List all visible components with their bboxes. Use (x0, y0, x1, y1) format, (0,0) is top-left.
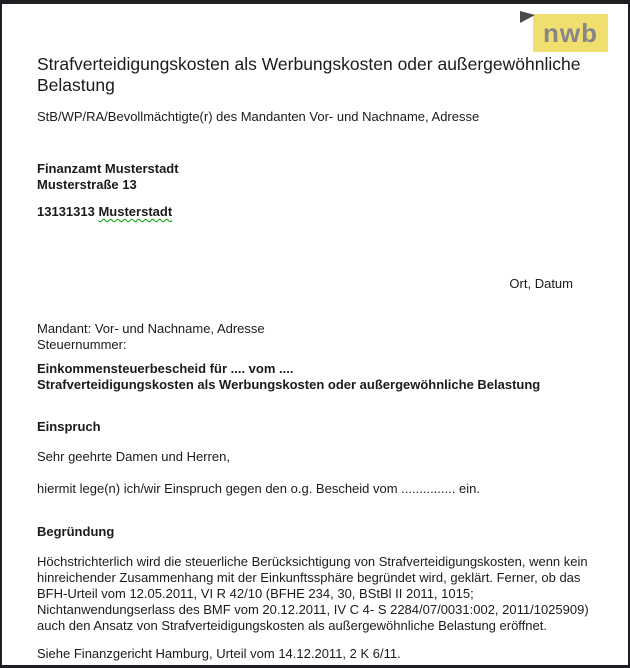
recipient-address (37, 161, 593, 220)
heading-objection: Einspruch (37, 419, 101, 434)
document-title: Strafverteidigungskosten als Werbungskosten oder außergewöhnliche Belastung (37, 54, 581, 95)
nwb-logo (533, 14, 608, 52)
subject-line-1: Einkommensteuerbescheid für .... vom .... (37, 361, 294, 376)
subject-block (37, 361, 593, 393)
sender-line: StB/WP/RA/Bevollmächtigte(r) des Mandanten Vor- und Nachname, Adresse (37, 109, 480, 124)
letter-content (2, 54, 628, 662)
address-gap (37, 193, 593, 204)
recipient-city: Musterstadt (98, 204, 173, 219)
client-line: Mandant: Vor- und Nachname, Adresse (37, 321, 265, 336)
logo-text: nwb (543, 18, 598, 48)
heading-reason: Begründung (37, 524, 115, 539)
salutation: Sehr geehrte Damen und Herren, (37, 449, 230, 464)
client-block (37, 321, 593, 353)
recipient-zip: 13131313 (37, 204, 95, 219)
logo-arrow-icon (520, 11, 535, 23)
recipient-street: Musterstraße 13 (37, 177, 137, 192)
tax-number-line: Steuernummer: (37, 337, 127, 352)
reference-line: Siehe Finanzgericht Hamburg, Urteil vom 14.12.2011, 2 K 6/11. (37, 646, 401, 661)
reason-paragraph: Höchstrichterlich wird die steuerliche Berücksichtigung von Strafverteidigungskosten, wenn kein hinreichender Zusammenhang mit der Einkunftssphäre begründet wird, geklärt. Ferner, ob das BFH-Urteil vom 12.05.2011, VI R 42/10 (BFHE 234, 30, BStBl II 2011, 1015; Nichtanwendungserlass des BMF vom 20.12.2011, IV C 4- S 2284/07/0031:002, 2011/1025909) auch den Ansatz von Strafverteidigungskosten als außergewöhnliche Belastung eröffnet. (37, 554, 589, 633)
recipient-name: Finanzamt Musterstadt (37, 161, 179, 176)
date-line: Ort, Datum (509, 276, 573, 291)
objection-text: hiermit lege(n) ich/wir Einspruch gegen den o.g. Bescheid vom ............... ein. (37, 481, 480, 496)
subject-line-2: Strafverteidigungskosten als Werbungskosten oder außergewöhnliche Belastung (37, 377, 541, 392)
recipient-city-line (37, 204, 593, 220)
